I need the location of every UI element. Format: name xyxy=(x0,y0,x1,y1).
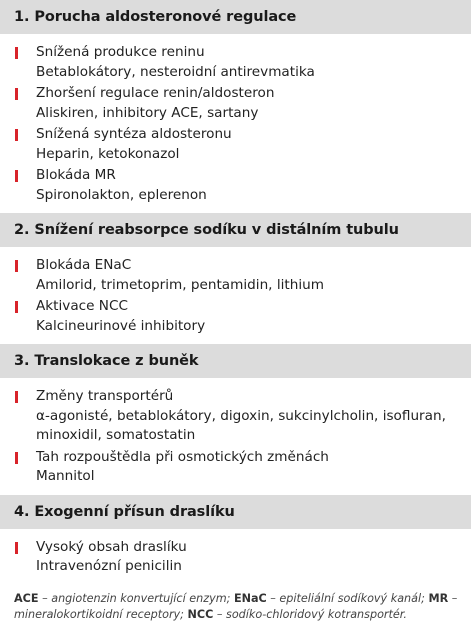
list-item xyxy=(0,166,471,205)
list-item xyxy=(0,297,471,336)
bullet-marker xyxy=(15,542,18,554)
bullet-marker xyxy=(15,88,18,100)
item-label: Snížená produkce reninu xyxy=(36,44,205,60)
list-item xyxy=(0,387,471,446)
item-detail: Aliskiren, inhibitory ACE, sartany xyxy=(36,104,259,121)
footnote-definition: – sodíko-chloridový kotransportér. xyxy=(213,608,407,621)
item-detail: Kalcineurinové inhibitory xyxy=(36,317,206,334)
bullet-marker xyxy=(15,260,18,272)
bullet-marker xyxy=(15,301,18,313)
footnote-definition: – mineralokortikoidní receptory; xyxy=(14,592,458,621)
section-body xyxy=(0,34,471,213)
footnote xyxy=(14,591,462,623)
section-header: 3. Translokace z buněk xyxy=(0,344,471,378)
item-label: Změny transportérů xyxy=(36,388,174,404)
item-detail: α-agonisté, betablokátory, digoxin, sukcinylcholin, isofluran, minoxidil, somatostatin xyxy=(36,407,446,443)
section-2 xyxy=(0,213,471,344)
item-detail: Intravenózní penicilin xyxy=(36,558,182,574)
item-label: Blokáda MR xyxy=(36,167,116,183)
item-detail: Mannitol xyxy=(36,468,95,484)
item-label: Zhoršení regulace renin/aldosteron xyxy=(36,85,275,101)
item-detail: Betablokátory, nesteroidní antirevmatika xyxy=(36,63,315,80)
item-detail: Amilorid, trimetoprim, pentamidin, lithium xyxy=(36,276,324,293)
item-label: Tah rozpouštědla při osmotických změnách xyxy=(36,448,329,465)
list-item xyxy=(0,43,471,82)
section-body xyxy=(0,247,471,344)
bullet-marker xyxy=(15,47,18,59)
footnote-abbr: ACE xyxy=(14,592,39,605)
list-item xyxy=(0,84,471,123)
list-item xyxy=(0,538,471,577)
footnote-abbr: MR xyxy=(428,592,449,605)
section-4 xyxy=(0,495,471,585)
section-header: 2. Snížení reabsorpce sodíku v distálním tubulu xyxy=(0,213,471,247)
item-label: Vysoký obsah draslíku xyxy=(36,538,187,555)
section-body xyxy=(0,529,471,585)
item-detail: Heparin, ketokonazol xyxy=(36,145,180,162)
bullet-marker xyxy=(15,452,18,464)
section-3 xyxy=(0,344,471,495)
footnote-definition: – angiotenzin konvertující enzym; xyxy=(38,592,234,605)
bullet-marker xyxy=(15,170,18,182)
footnote-definition: – epiteliální sodíkový kanál; xyxy=(266,592,429,605)
bullet-marker xyxy=(15,391,18,403)
list-item xyxy=(0,448,471,487)
list-item xyxy=(0,256,471,295)
item-label: Snížená syntéza aldosteronu xyxy=(36,126,232,142)
footnote-abbr: ENaC xyxy=(233,592,267,605)
item-label: Blokáda ENaC xyxy=(36,257,132,273)
section-body xyxy=(0,378,471,495)
section-header: 4. Exogenní přísun draslíku xyxy=(0,495,471,529)
item-label: Aktivace NCC xyxy=(36,298,128,314)
bullet-marker xyxy=(15,129,18,141)
section-header: 1. Porucha aldosteronové regulace xyxy=(0,0,471,34)
footnote-abbr: NCC xyxy=(187,608,214,621)
item-detail: Spironolakton, eplerenon xyxy=(36,186,207,203)
list-item xyxy=(0,125,471,164)
section-1 xyxy=(0,0,471,213)
